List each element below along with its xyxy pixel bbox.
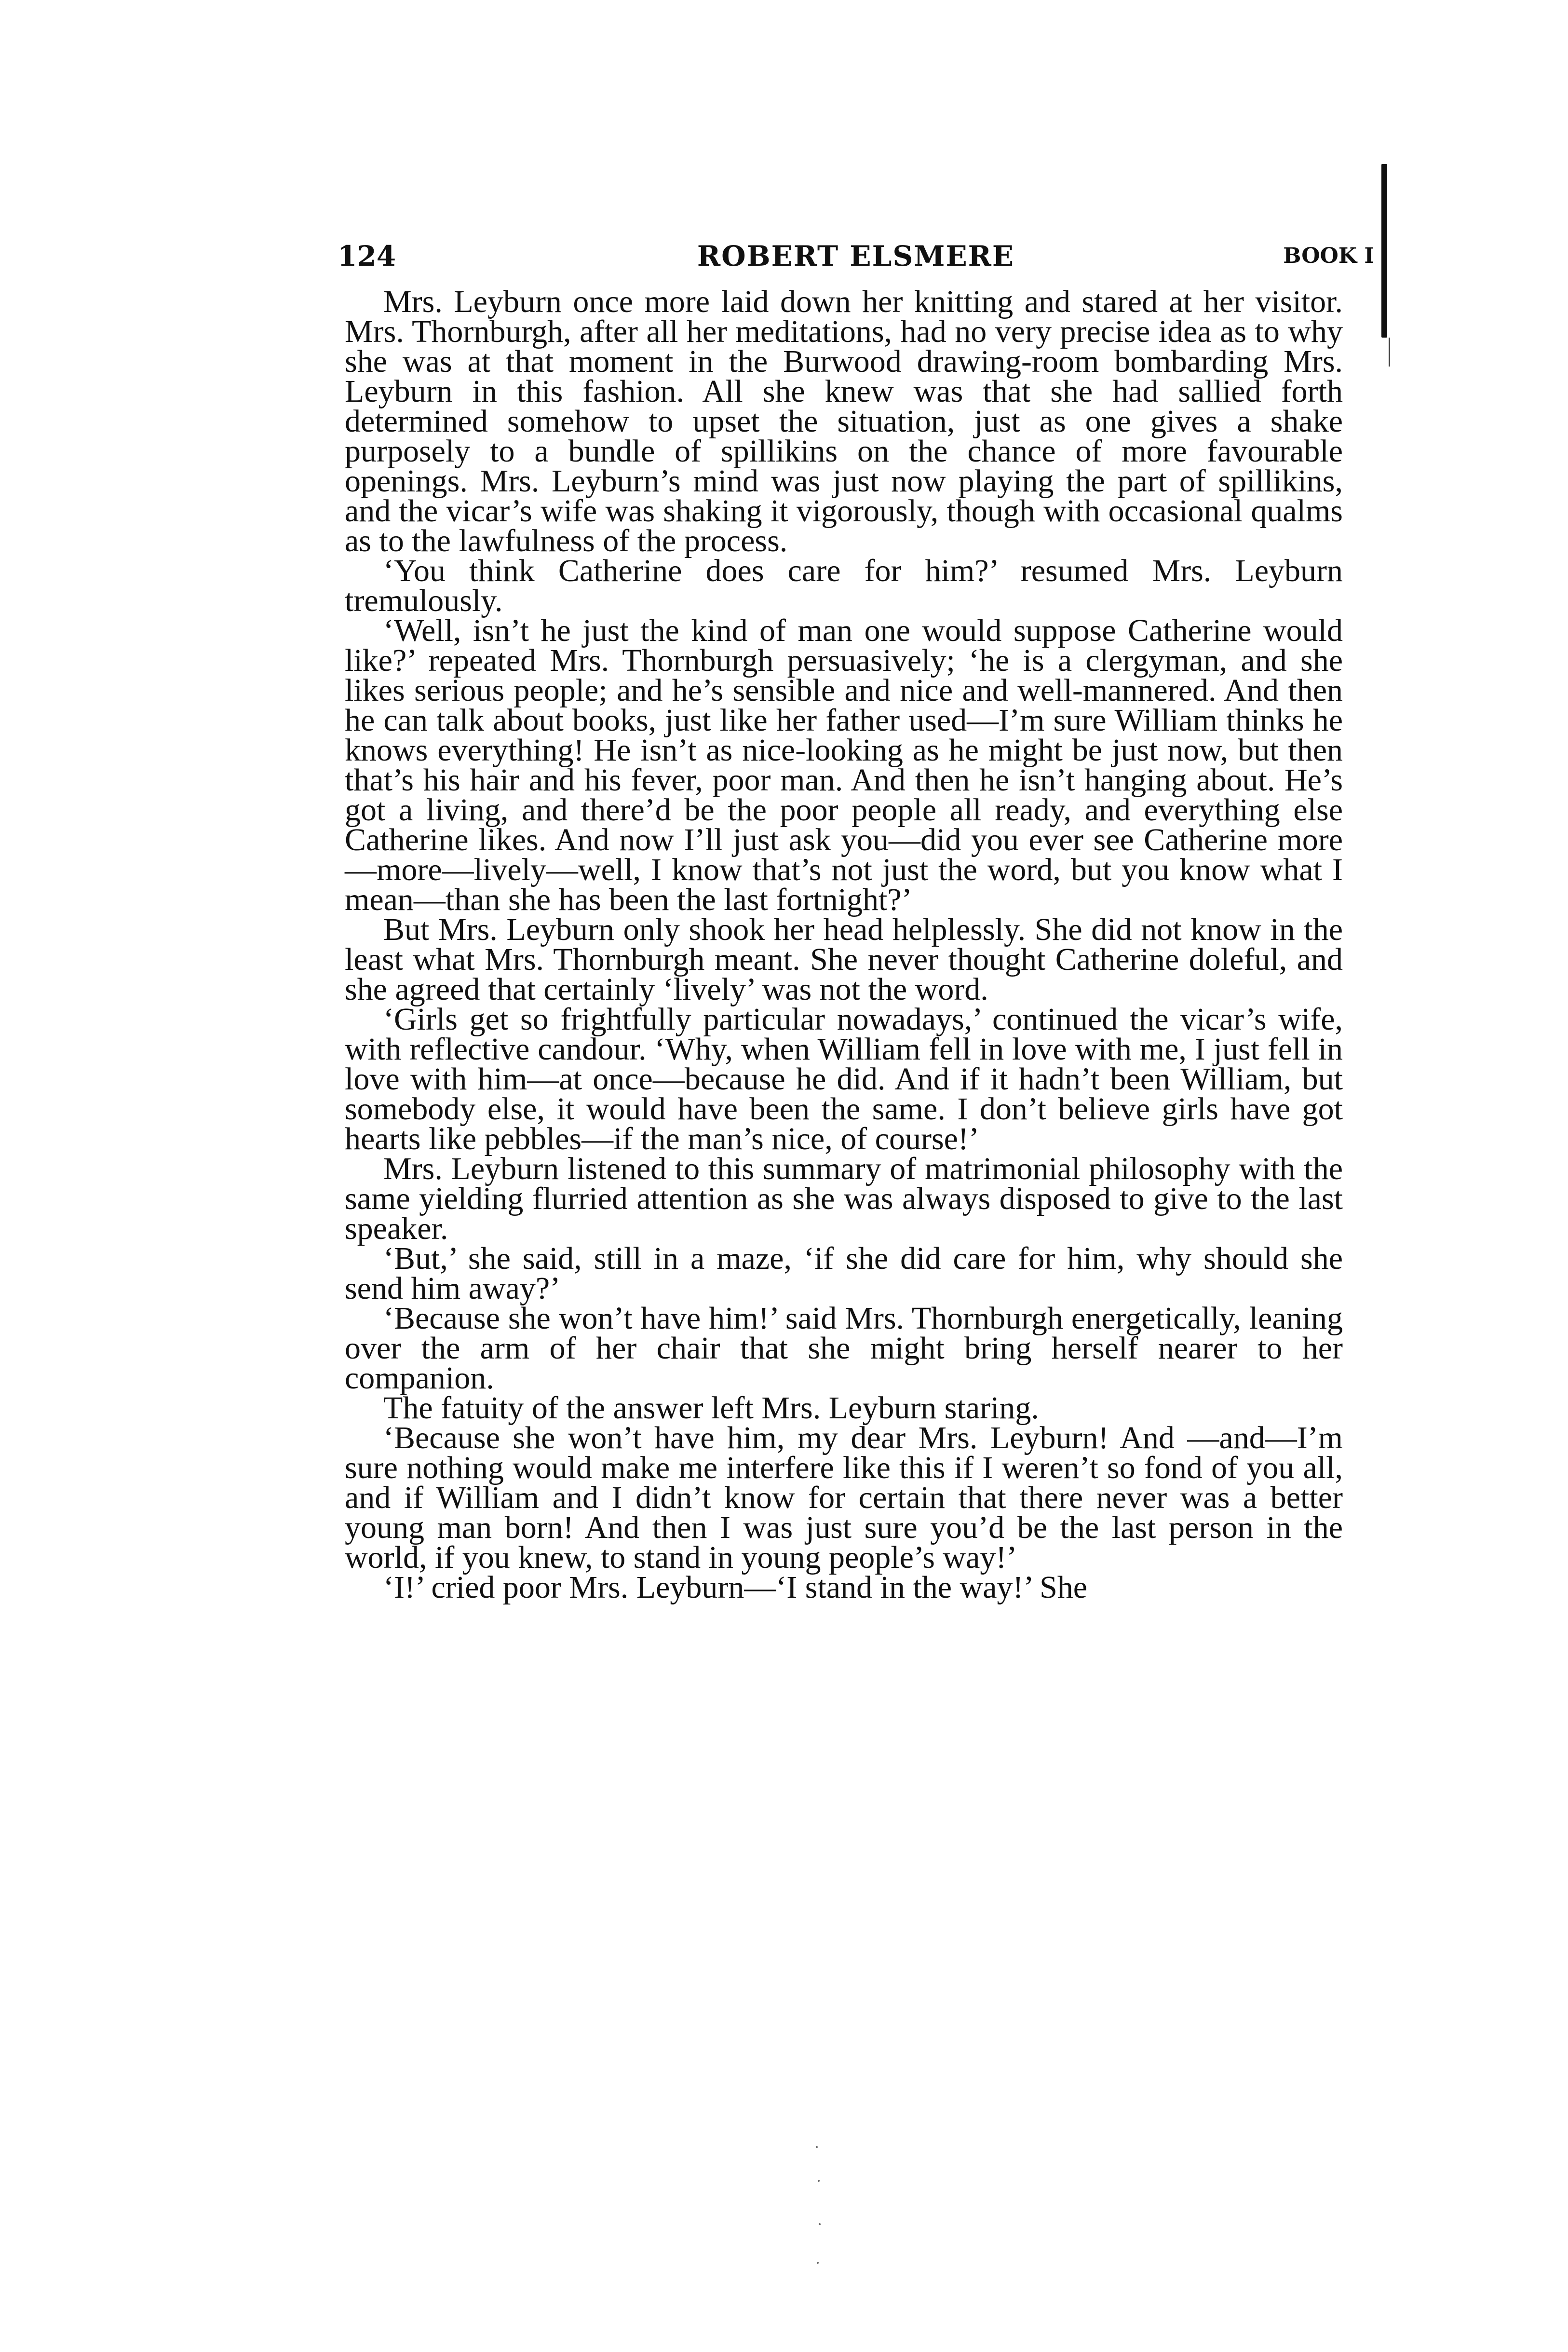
body-text [345,284,1343,1605]
page-number: 124 [338,240,396,272]
paragraph: ‘Because she won’t have him, my dear Mrs. Leyburn! And —and—I’m sure nothing would make me interfere like this if I weren’t so fond of you all, and if William and I didn’t know for certain that there never was a better young man born! And then I was just sure you’d be the last person in the world, if you knew, to stand in young people’s way!’ [345,1420,1343,1575]
paragraph: Mrs. Leyburn listened to this summary of matrimonial philosophy with the same yielding flurried attention as she was always disposed to give to the last speaker. [345,1151,1343,1246]
paragraph: ‘Girls get so frightfully particular nowadays,’ continued the vicar’s wife, with reflective candour. ‘Why, when William fell in love with me, I just fell in love with him—at once—because he did. And if it hadn’t been William, but somebody else, it would have been the same. I don’t believe girls have got hearts like pebbles—if the man’s nice, of course!’ [345,1002,1343,1156]
running-header [338,234,1374,278]
paragraph: But Mrs. Leyburn only shook her head helplessly. She did not know in the least what Mrs. Thornburgh meant. She never thought Catherine doleful, and she agreed that certainly ‘lively’ was not the word. [345,912,1343,1007]
scan-speck [816,2146,818,2148]
scan-speck [819,2223,821,2225]
paragraph: Mrs. Leyburn once more laid down her knitting and stared at her visitor. Mrs. Thornburgh, after all her meditations, had no very precise idea as to why she was at that moment in the Burwood drawing-room bombarding Mrs. Leyburn in this fashion. All she knew was that she had sallied forth determined somehow to upset the situation, just as one gives a shake purposely to a bundle of spillikins on the chance of more favourable openings. Mrs. Leyburn’s mind was just now playing the part of spillikins, and the vicar’s wife was shaking it vigorously, though with occasional qualms as to the lawfulness of the process. [345,284,1343,558]
scan-speck [818,2180,820,2182]
margin-scan-mark-tail [1389,338,1390,367]
paragraph: ‘Because she won’t have him!’ said Mrs. Thornburgh energetically, leaning over the arm of her chair that she might bring herself nearer to her companion. [345,1301,1343,1396]
book-label: BOOK I [1283,244,1374,268]
paragraph: ‘You think Catherine does care for him?’ resumed Mrs. Leyburn tremulously. [345,553,1343,618]
paragraph: ‘I!’ cried poor Mrs. Leyburn—‘I stand in the way!’ She [383,1570,1088,1605]
paragraph: ‘But,’ she said, still in a maze, ‘if she did care for him, why should she send him away?’ [345,1241,1343,1306]
paragraph: ‘Well, isn’t he just the kind of man one would suppose Catherine would like?’ repeated Mrs. Thornburgh persuasively; ‘he is a clergyman, and she likes serious people; and he’s sensible and nice and well-mannered. And then he can talk about books, just like her father used—I’m sure William thinks he knows everything! He isn’t as nice-looking as he might be just now, but then that’s his hair and his fever, poor man. And then he isn’t hanging about. He’s got a living, and there’d be the poor people all ready, and everything else Catherine likes. And now I’ll just ask you—did you ever see Catherine more—more—lively—well, I know that’s not just the word, but you know what I mean—than she has been the last fortnight?’ [345,613,1343,917]
scan-speck [817,2262,819,2264]
running-title: ROBERT ELSMERE [697,240,1015,272]
margin-scan-mark [1381,164,1387,338]
paragraph: The fatuity of the answer left Mrs. Leyburn staring. [383,1390,1039,1426]
scan-specks [815,2146,825,2291]
